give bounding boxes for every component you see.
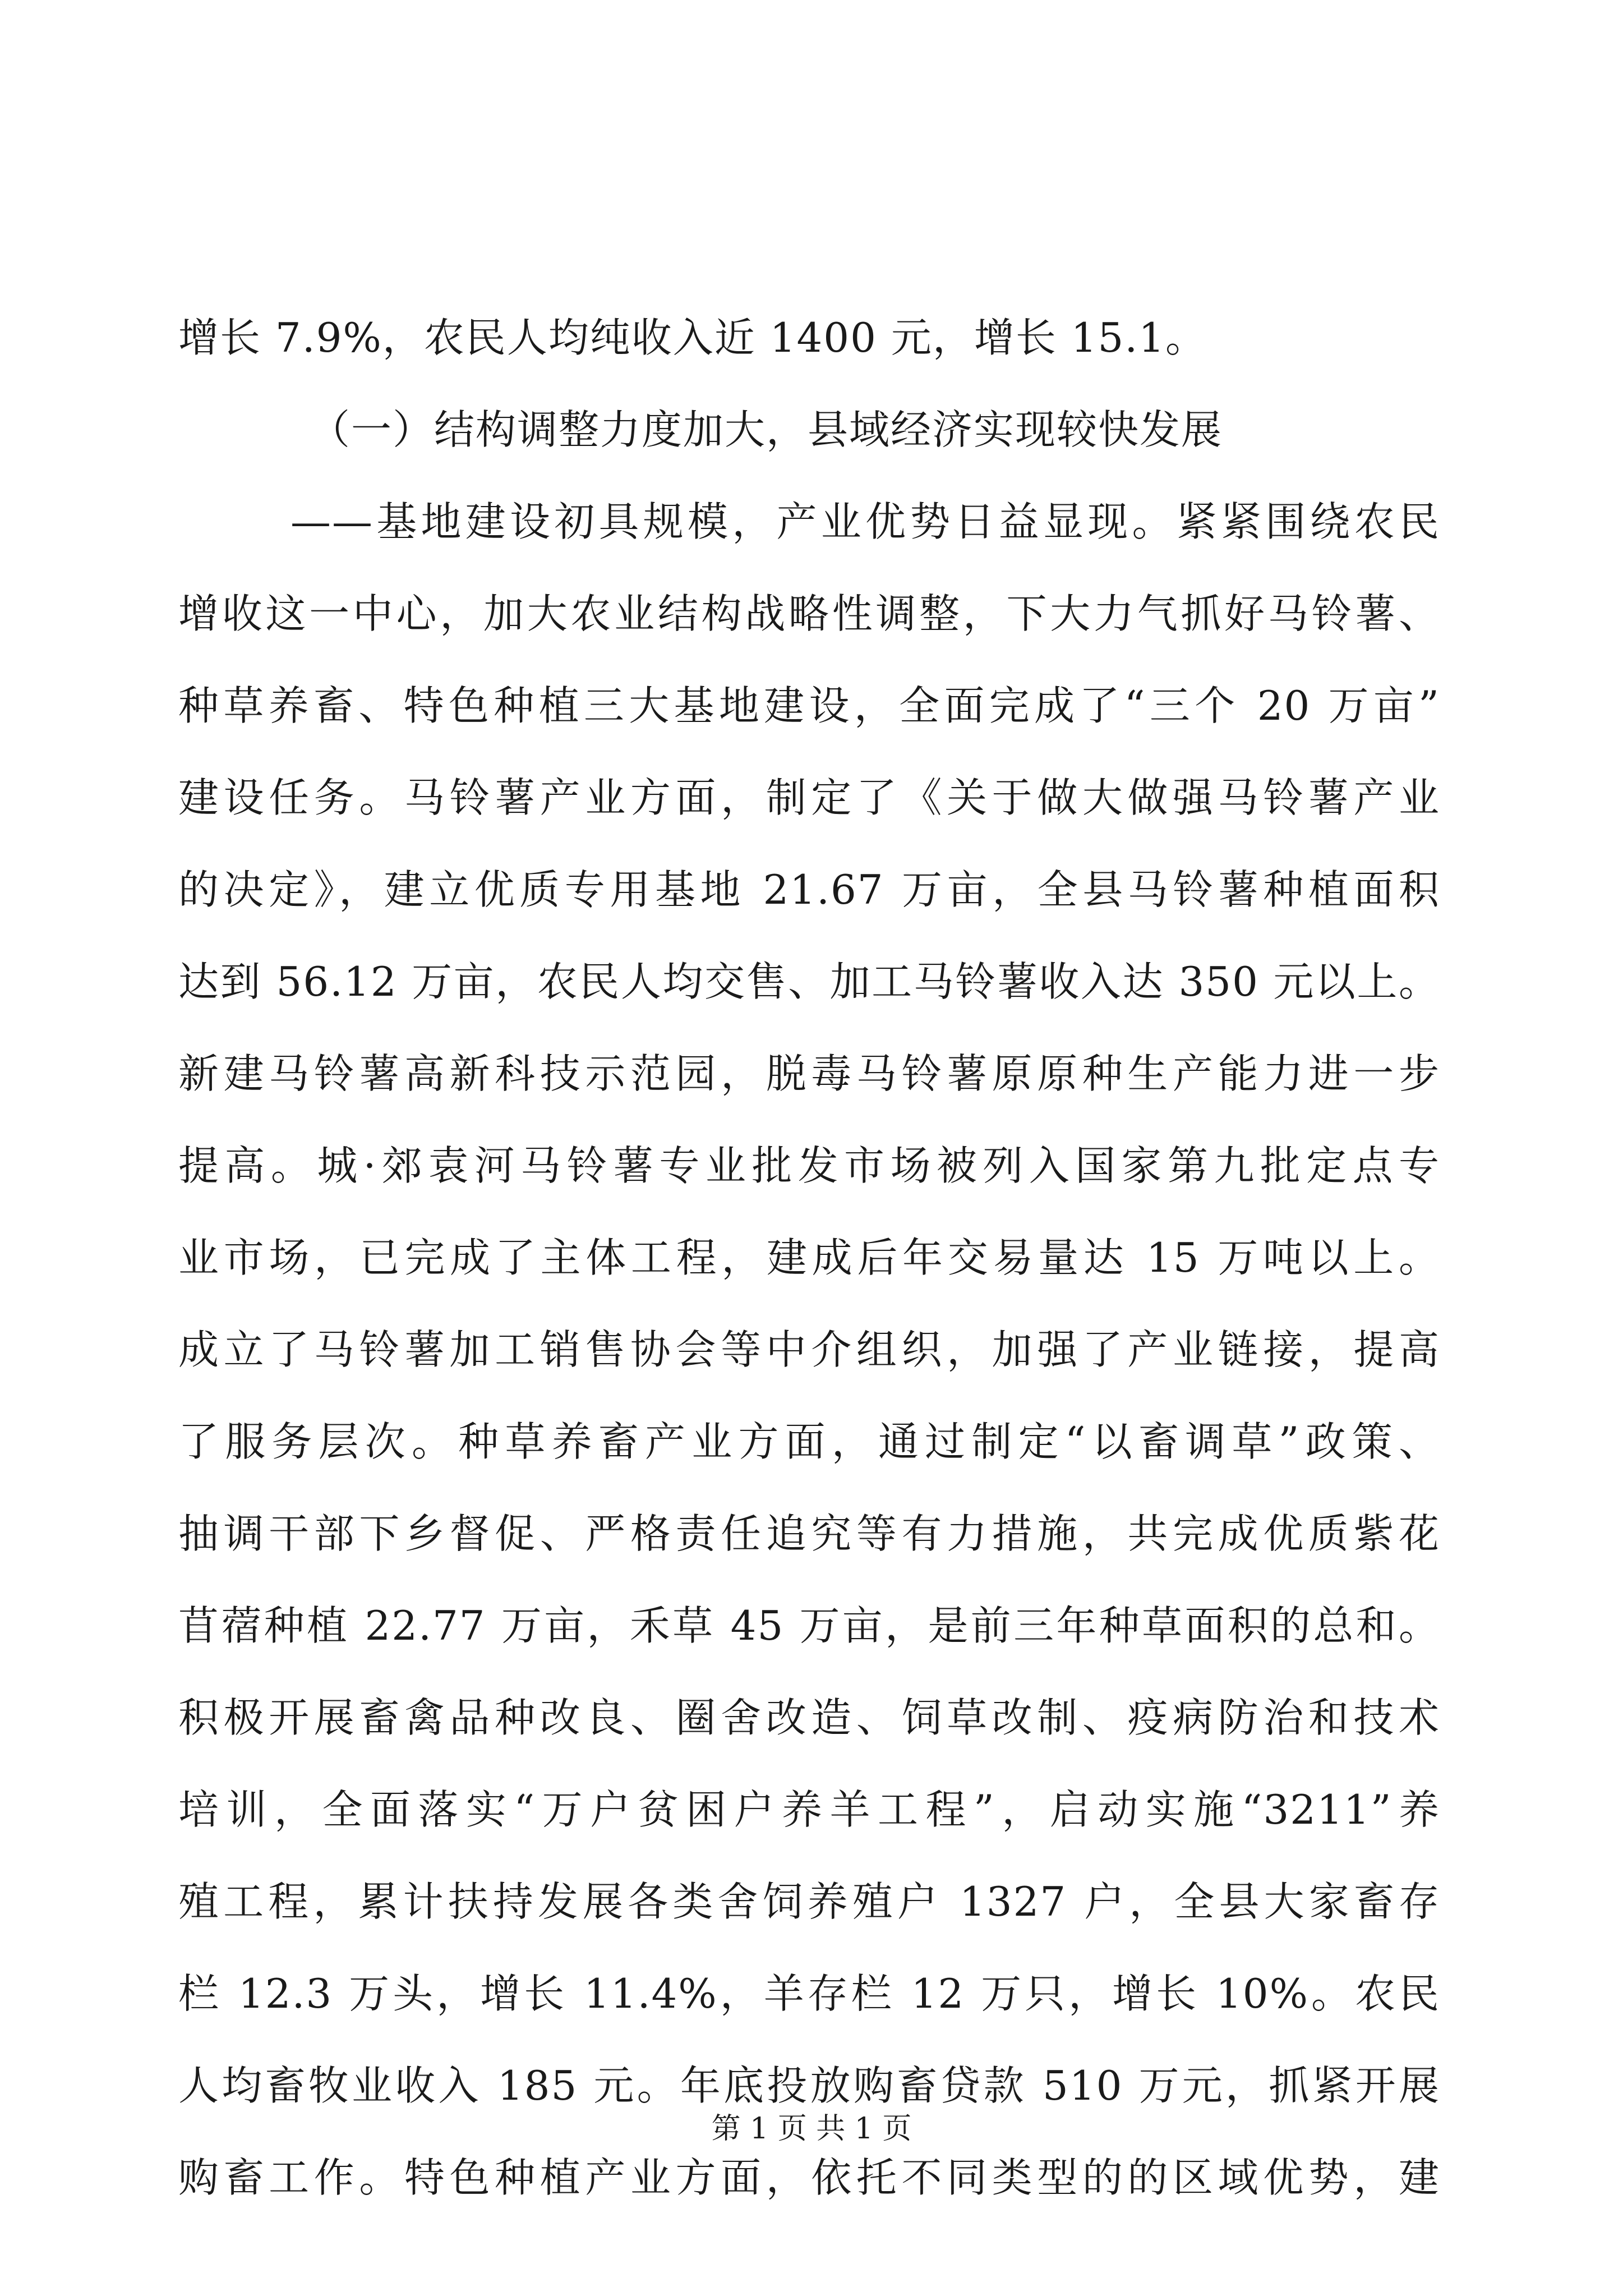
text-line-7: 的决定》，建立优质专用基地 21.67 万亩，全县马铃薯种植面积 [178, 866, 1440, 913]
text-line-10: 提高。城·郊袁河马铃薯专业批发市场被列入国家第九批定点专 [178, 1142, 1440, 1189]
text-line-18: 殖工程，累计扶持发展各类舍饲养殖户 1327 户，全县大家畜存 [178, 1878, 1440, 1925]
text-line-14: 抽调干部下乡督促、严格责任追究等有力措施，共完成优质紫花 [178, 1510, 1440, 1557]
text-line-1: 增长 7.9%，农民人均纯收入近 1400 元，增长 15.1。 [178, 314, 1207, 361]
text-line-15: 苜蓿种植 22.77 万亩，禾草 45 万亩，是前三年种草面积的总和。 [178, 1602, 1440, 1649]
text-line-16: 积极开展畜禽品种改良、圈舍改造、饲草改制、疫病防治和技术 [178, 1694, 1440, 1741]
text-line-9: 新建马铃薯高新科技示范园，脱毒马铃薯原原种生产能力进一步 [178, 1050, 1440, 1097]
text-line-5: 种草养畜、特色种植三大基地建设，全面完成了“三个 20 万亩” [178, 682, 1440, 729]
text-line-13: 了服务层次。种草养畜产业方面，通过制定“以畜调草”政策、 [178, 1418, 1440, 1465]
text-line-11: 业市场，已完成了主体工程，建成后年交易量达 15 万吨以上。 [178, 1234, 1440, 1281]
text-line-21: 购畜工作。特色种植产业方面，依托不同类型的的区域优势，建 [178, 2154, 1440, 2201]
text-line-17: 培训，全面落实“万户贫困户养羊工程”，启动实施“3211”养 [178, 1786, 1440, 1833]
body-text [178, 292, 1440, 2224]
text-line-19: 栏 12.3 万头，增长 11.4%，羊存栏 12 万只，增长 10%。农民 [178, 1970, 1440, 2017]
section-heading: （一）结构调整力度加大，县域经济实现较快发展 [310, 406, 1223, 453]
text-line-6: 建设任务。马铃薯产业方面，制定了《关于做大做强马铃薯产业 [178, 774, 1440, 821]
text-line-8: 达到 56.12 万亩，农民人均交售、加工马铃薯收入达 350 元以上。 [178, 958, 1440, 1005]
text-line-12: 成立了马铃薯加工销售协会等中介组织，加强了产业链接，提高 [178, 1326, 1440, 1373]
text-line-3: ——基地建设初具规模，产业优势日益显现。紧紧围绕农民 [291, 498, 1440, 545]
page-footer: 第 1 页 共 1 页 [711, 2112, 912, 2146]
text-line-4: 增收这一中心，加大农业结构战略性调整，下大力气抓好马铃薯、 [178, 590, 1440, 637]
text-line-20: 人均畜牧业收入 185 元。年底投放购畜贷款 510 万元，抓紧开展 [178, 2062, 1440, 2109]
